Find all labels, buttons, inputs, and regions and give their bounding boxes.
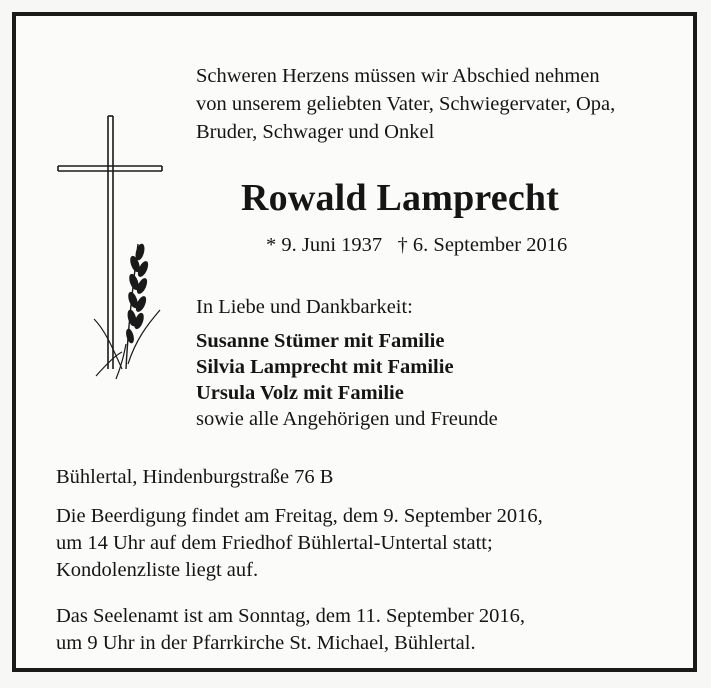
- mourner-name: Ursula Volz mit Familie: [196, 382, 404, 404]
- funeral-info: [56, 503, 543, 584]
- mourners-others: sowie alle Angehörigen und Freunde: [196, 408, 498, 430]
- deceased-name: Rowald Lamprecht: [241, 177, 560, 219]
- funeral-line-2: um 14 Uhr auf dem Friedhof Bühlertal-Untertal statt;: [56, 532, 493, 554]
- mourners-list: [196, 328, 498, 432]
- obituary-notice: [12, 12, 697, 672]
- life-dates: * 9. Juni 1937 † 6. September 2016: [266, 234, 568, 256]
- mourner-name: Silvia Lamprecht mit Familie: [196, 356, 454, 378]
- cross-with-wheat-icon: [56, 114, 166, 404]
- memorial-mass-info: [56, 603, 525, 657]
- mass-line-1: Das Seelenamt ist am Sonntag, dem 11. September 2016,: [56, 605, 525, 627]
- address: Bühlertal, Hindenburgstraße 76 B: [56, 466, 334, 488]
- intro-text: [196, 62, 615, 146]
- mourners-heading: In Liebe und Dankbarkeit:: [196, 296, 413, 318]
- mass-line-2: um 9 Uhr in der Pfarrkirche St. Michael, Bühlertal.: [56, 632, 476, 654]
- funeral-line-1: Die Beerdigung findet am Freitag, dem 9. September 2016,: [56, 505, 543, 527]
- mourner-name: Susanne Stümer mit Familie: [196, 330, 445, 352]
- intro-line-3: Bruder, Schwager und Onkel: [196, 121, 435, 143]
- intro-line-1: Schweren Herzens müssen wir Abschied nehmen: [196, 65, 600, 87]
- funeral-line-3: Kondolenzliste liegt auf.: [56, 559, 259, 581]
- intro-line-2: von unserem geliebten Vater, Schwiegervater, Opa,: [196, 93, 616, 115]
